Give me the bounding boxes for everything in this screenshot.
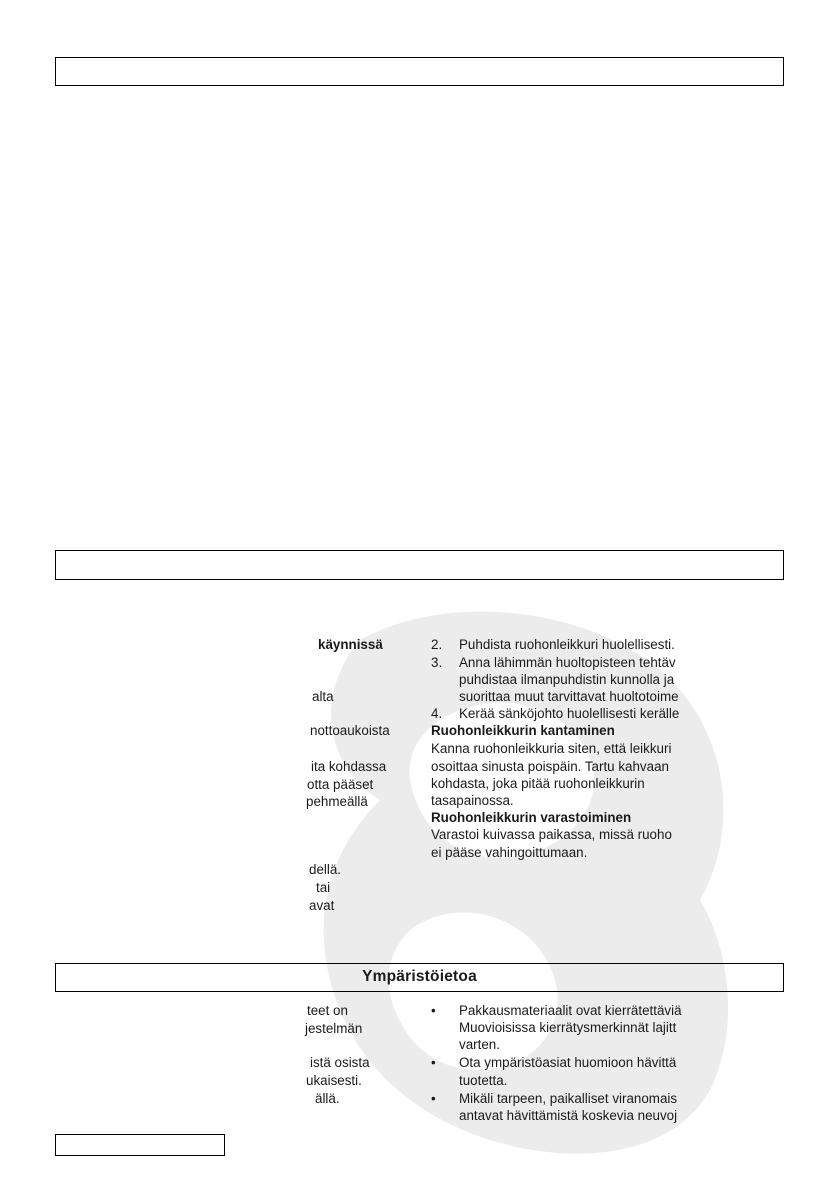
env-line: Pakkausmateriaalit ovat kierrätettäviä xyxy=(459,1003,682,1018)
storage-heading: Ruohonleikkurin varastoiminen xyxy=(431,810,632,825)
env-line: tuotetta. xyxy=(459,1073,508,1088)
storage-line: Varastoi kuivassa paikassa, missä ruoho xyxy=(431,827,672,842)
bullet-icon: • xyxy=(431,1055,436,1070)
carrying-line: Kanna ruohonleikkuria siten, että leikkuri xyxy=(431,741,672,756)
env-line: Ota ympäristöasiat huomioon hävittä xyxy=(459,1055,677,1070)
step-number: 4. xyxy=(431,706,443,721)
section-header-bar-maintenance xyxy=(55,550,784,580)
left-fragment: tai xyxy=(316,880,331,895)
left-fragment: jestelmän xyxy=(305,1021,363,1036)
env-line: Mikäli tarpeen, paikalliset viranomais xyxy=(459,1091,678,1106)
step-line: Anna lähimmän huoltopisteen tehtäv xyxy=(459,655,676,670)
step-line: Kerää sänköjohto huolellisesti kerälle xyxy=(459,706,680,721)
left-fragment: ita kohdassa xyxy=(311,759,387,774)
carrying-heading: Ruohonleikkurin kantaminen xyxy=(431,723,615,738)
bullet-icon: • xyxy=(431,1003,436,1018)
section-header-bar-top xyxy=(55,57,784,86)
storage-line: ei pääse vahingoittumaan. xyxy=(431,845,588,860)
footer-box xyxy=(55,1134,225,1156)
env-line: varten. xyxy=(459,1037,500,1052)
step-line: puhdistaa ilmanpuhdistin kunnolla ja xyxy=(459,672,675,687)
left-fragment: avat xyxy=(309,898,335,913)
carrying-line: osoittaa sinusta poispäin. Tartu kahvaan xyxy=(431,759,669,774)
left-fragment: käynnissä xyxy=(318,637,383,652)
step-number: 3. xyxy=(431,655,443,670)
left-fragment: istä osista xyxy=(310,1055,370,1070)
env-line: antavat hävittämistä koskevia neuvoj xyxy=(459,1108,678,1123)
left-fragment: teet on xyxy=(307,1003,348,1018)
left-fragment: ällä. xyxy=(315,1091,340,1106)
env-line: Muovioisissa kierrätysmerkinnät lajitt xyxy=(459,1020,677,1035)
left-fragment: nottoaukoista xyxy=(310,723,390,738)
left-fragment: ukaisesti. xyxy=(306,1073,362,1088)
left-fragment: dellä. xyxy=(309,862,342,877)
step-number: 2. xyxy=(431,637,443,652)
carrying-line: tasapainossa. xyxy=(431,793,514,808)
section-header-bar-environment xyxy=(55,963,784,992)
bullet-icon: • xyxy=(431,1091,436,1106)
environment-heading: Ympäristöietoa xyxy=(362,968,477,985)
left-fragment: alta xyxy=(312,689,334,704)
step-line: suorittaa muut tarvittavat huoltotoime xyxy=(459,689,679,704)
left-fragment: otta pääset xyxy=(307,777,374,792)
step-line: Puhdista ruohonleikkuri huolellisesti. xyxy=(459,637,675,652)
left-fragment: pehmeällä xyxy=(306,794,368,809)
carrying-line: kohdasta, joka pitää ruohonleikkurin xyxy=(431,776,645,791)
